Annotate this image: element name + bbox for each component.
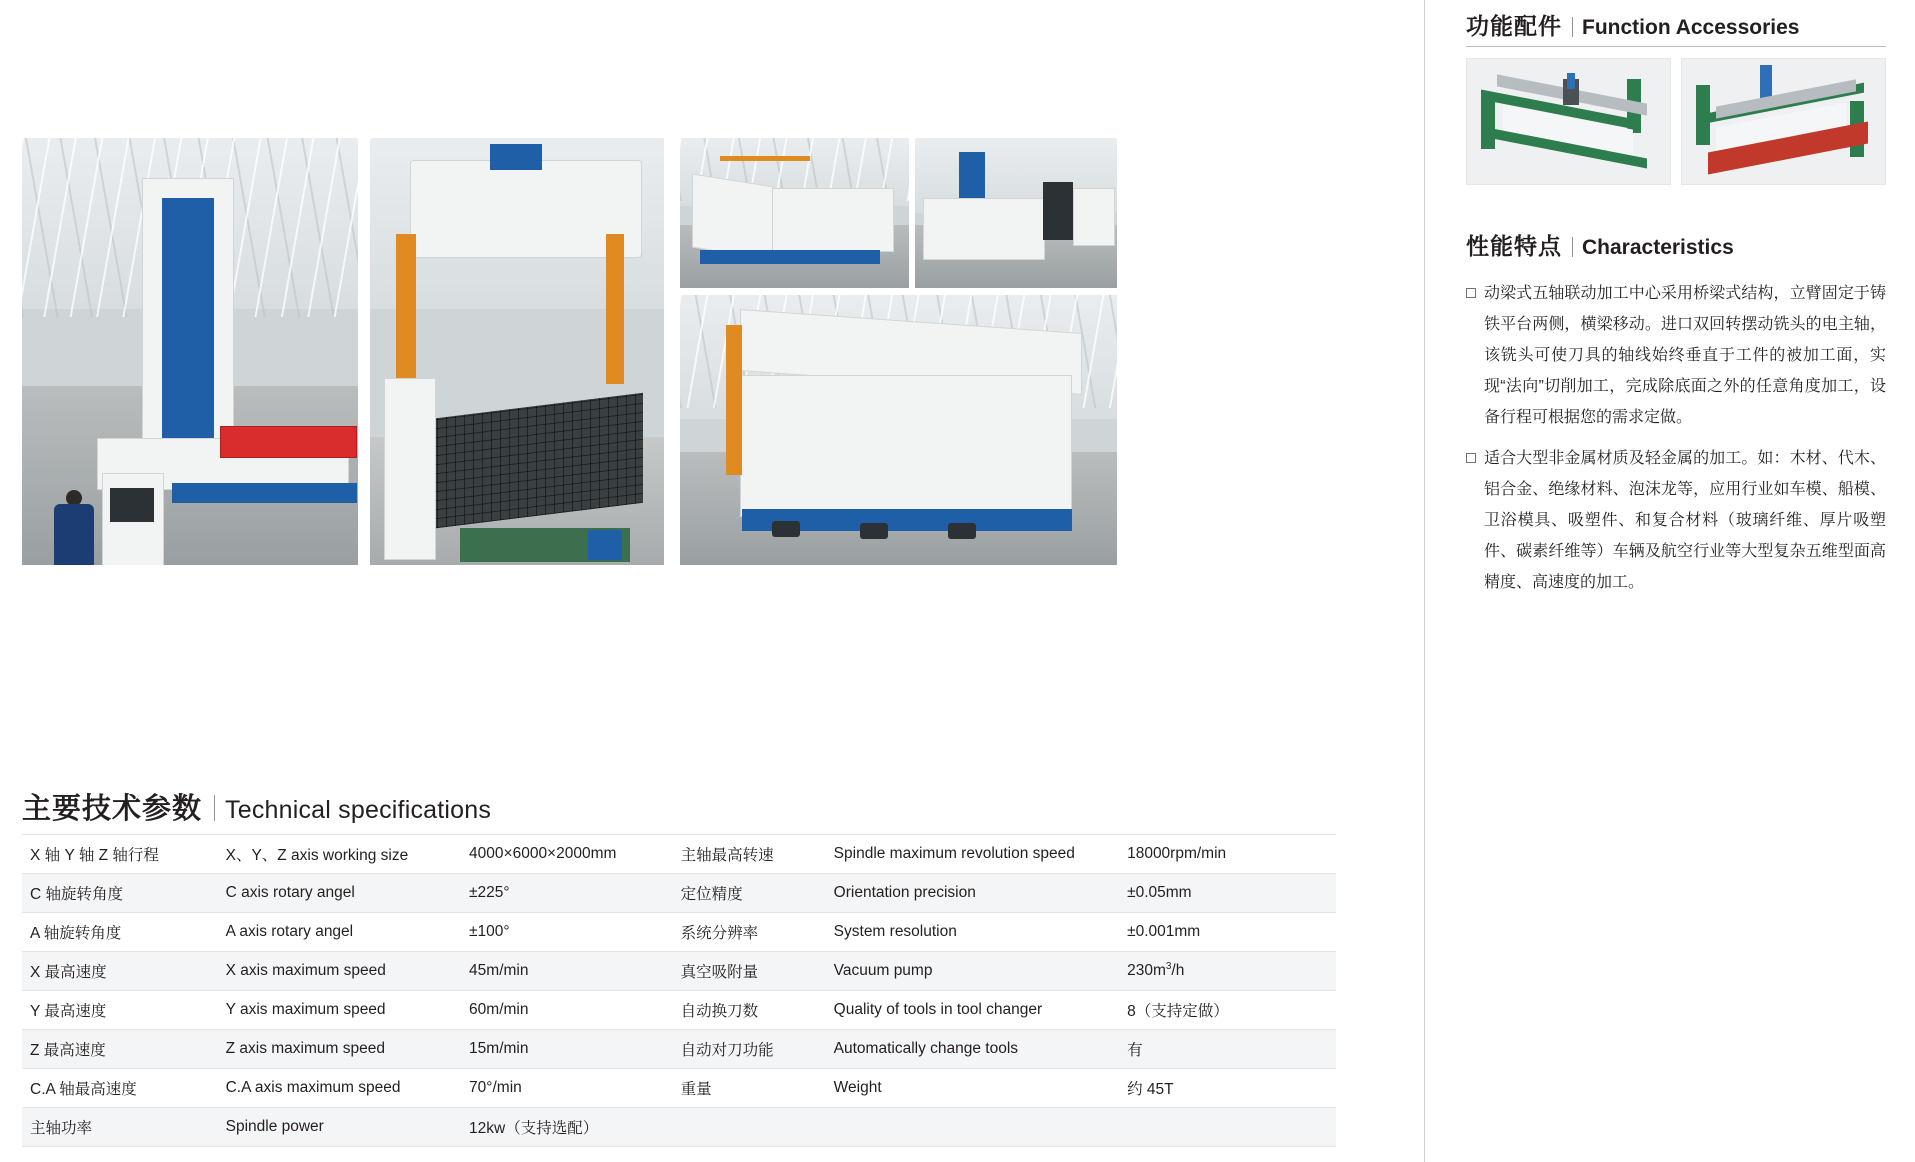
cell-value2: 18000rpm/min (1119, 835, 1336, 874)
frame-base-rail (700, 250, 880, 264)
spec-section-heading (22, 786, 491, 827)
photo-gantry-beam-worktable (370, 138, 664, 565)
cell-value2: 8（支持定做） (1119, 991, 1336, 1030)
render-green-post-left (1481, 95, 1495, 149)
heading-divider (214, 795, 215, 821)
cell-param2-cn: 重量 (673, 1069, 826, 1108)
base-foot-1 (772, 521, 800, 537)
bullet-text: 适合大型非金属材质及轻金属的加工。如：木材、代木、铝合金、绝缘材料、泡沫龙等，应用行业如车模、船模、卫浴模具、吸塑件、和复合材料（玻璃纤维、厚片吸塑件、碳素纤维等）车辆及航空行业等大型复杂五维型面高精度、高速度的加工。 (1484, 450, 1886, 591)
base-foot-2 (860, 523, 888, 539)
cell-param-en: X、Y、Z axis working size (218, 835, 461, 874)
accessories-section-heading (1466, 8, 1799, 41)
cell-param2-en: Automatically change tools (826, 1030, 1119, 1069)
photo-machine-frame-assembly (680, 138, 909, 288)
bullet-text: 动梁式五轴联动加工中心采用桥梁式结构，立臂固定于铸铁平台两侧，横梁移动。进口双回转摆动铣头的电主轴，该铣头可使刀具的轴线始终垂直于工件的被加工面，实现“法向”切削加工，完成除底面之外的任意角度加工，设备行程可根据您的需求定做。 (1484, 285, 1886, 426)
side-cabinet (1073, 188, 1115, 246)
cell-param2-en: Weight (826, 1069, 1119, 1108)
render-green-post-left (1696, 85, 1710, 145)
cell-param-en: C axis rotary angel (218, 874, 461, 913)
photo-full-enclosure-machine (680, 295, 1117, 565)
cell-param-cn: Y 最高速度 (22, 991, 218, 1030)
column-divider (1424, 0, 1425, 1162)
cell-param-en: A axis rotary angel (218, 913, 461, 952)
table-row (22, 1069, 1336, 1108)
cell-param-en: Z axis maximum speed (218, 1030, 461, 1069)
cell-value2: 约 45T (1119, 1069, 1336, 1108)
cell-param2-en: Spindle maximum revolution speed (826, 835, 1119, 874)
machine-red-panel (220, 426, 357, 458)
cell-value: ±100° (461, 913, 673, 952)
cell-param2-en: Quality of tools in tool changer (826, 991, 1119, 1030)
product-photo-gallery (22, 138, 1332, 666)
cell-param2-cn: 系统分辨率 (673, 913, 826, 952)
render-machine-isometric-left (1466, 58, 1671, 185)
cell-value: 15m/min (461, 1030, 673, 1069)
table-side-frame (384, 378, 436, 560)
characteristics-heading-en: Characteristics (1582, 236, 1734, 259)
cell-param2-cn: 主轴最高转速 (673, 835, 826, 874)
cell-value: 70°/min (461, 1069, 673, 1108)
beam-blue-head (490, 144, 542, 170)
cell-param2-en (826, 1108, 1119, 1147)
cell-param-cn: X 最高速度 (22, 952, 218, 991)
table-row (22, 913, 1336, 952)
photo-enclosure-interior (915, 138, 1117, 288)
table-row (22, 991, 1336, 1030)
operator-body (54, 504, 94, 565)
cell-param-cn: Z 最高速度 (22, 1030, 218, 1069)
cell-param2-en: Orientation precision (826, 874, 1119, 913)
accessories-heading-rule (1466, 46, 1886, 47)
enclosure-side-panels (740, 375, 1072, 517)
machine-base-rail (172, 483, 357, 503)
list-item (1466, 443, 1886, 598)
conveyor-motor (588, 530, 622, 560)
table-row (22, 835, 1336, 874)
cell-param-en: Y axis maximum speed (218, 991, 461, 1030)
cell-value: 12kw（支持选配） (461, 1108, 673, 1147)
cell-param2-cn: 自动换刀数 (673, 991, 826, 1030)
accessories-heading-cn: 功能配件 (1466, 13, 1562, 39)
machine-blue-column (162, 198, 214, 448)
table-row (22, 1108, 1336, 1147)
square-bullet-icon (1466, 453, 1476, 463)
spec-heading-cn: 主要技术参数 (22, 793, 203, 825)
access-ladder (726, 325, 742, 475)
accessories-heading-en: Function Accessories (1582, 16, 1800, 39)
cell-param-cn: C.A 轴最高速度 (22, 1069, 218, 1108)
cell-param2-cn: 真空吸附量 (673, 952, 826, 991)
right-content-column (1466, 0, 1886, 1162)
cell-value2: $230m^3/h$ (1119, 952, 1336, 991)
control-screen (110, 488, 154, 522)
cell-param-cn: X 轴 Y 轴 Z 轴行程 (22, 835, 218, 874)
cell-value: 60m/min (461, 991, 673, 1030)
cell-param-en: Spindle power (218, 1108, 461, 1147)
cell-param-cn: 主轴功率 (22, 1108, 218, 1147)
cell-param2-en: System resolution (826, 913, 1119, 952)
frame-right-panel (772, 188, 894, 252)
cell-value2: ±0.05mm (1119, 874, 1336, 913)
characteristics-section-heading (1466, 228, 1734, 261)
cell-param-en: X axis maximum speed (218, 952, 461, 991)
base-foot-3 (948, 523, 976, 539)
characteristics-bullet-list (1466, 278, 1886, 608)
list-item (1466, 278, 1886, 433)
table-row (22, 874, 1336, 913)
access-ladder-right (606, 234, 624, 384)
render-machine-isometric-right (1681, 58, 1886, 185)
render-spindle-blue (1567, 73, 1575, 89)
square-bullet-icon (1466, 288, 1476, 298)
characteristics-heading-cn: 性能特点 (1466, 233, 1562, 259)
cell-param2-cn: 自动对刀功能 (673, 1030, 826, 1069)
electrical-cabinet (1043, 182, 1073, 240)
cell-value2: ±0.001mm (1119, 913, 1336, 952)
spec-heading-en: Technical specifications (225, 796, 492, 824)
table-row (22, 952, 1336, 991)
heading-divider (1572, 17, 1573, 37)
cell-param-cn: A 轴旋转角度 (22, 913, 218, 952)
cell-param-cn: C 轴旋转角度 (22, 874, 218, 913)
cell-param2-cn (673, 1108, 826, 1147)
accessory-render-row (1466, 58, 1886, 183)
frame-left-panel (692, 174, 774, 261)
technical-specifications-table (22, 834, 1336, 1147)
cell-value2 (1119, 1108, 1336, 1147)
cell-value: ±225° (461, 874, 673, 913)
overhead-crane-beam (720, 156, 810, 161)
cell-param-en: C.A axis maximum speed (218, 1069, 461, 1108)
enclosure-panel (923, 198, 1045, 260)
photo-gantry-machine-operator (22, 138, 358, 565)
cell-value: 4000×6000×2000mm (461, 835, 673, 874)
heading-divider (1572, 237, 1573, 257)
cell-param2-cn: 定位精度 (673, 874, 826, 913)
cell-value: 45m/min (461, 952, 673, 991)
table-row (22, 1030, 1336, 1069)
cell-param2-en: Vacuum pump (826, 952, 1119, 991)
cell-value2: 有 (1119, 1030, 1336, 1069)
